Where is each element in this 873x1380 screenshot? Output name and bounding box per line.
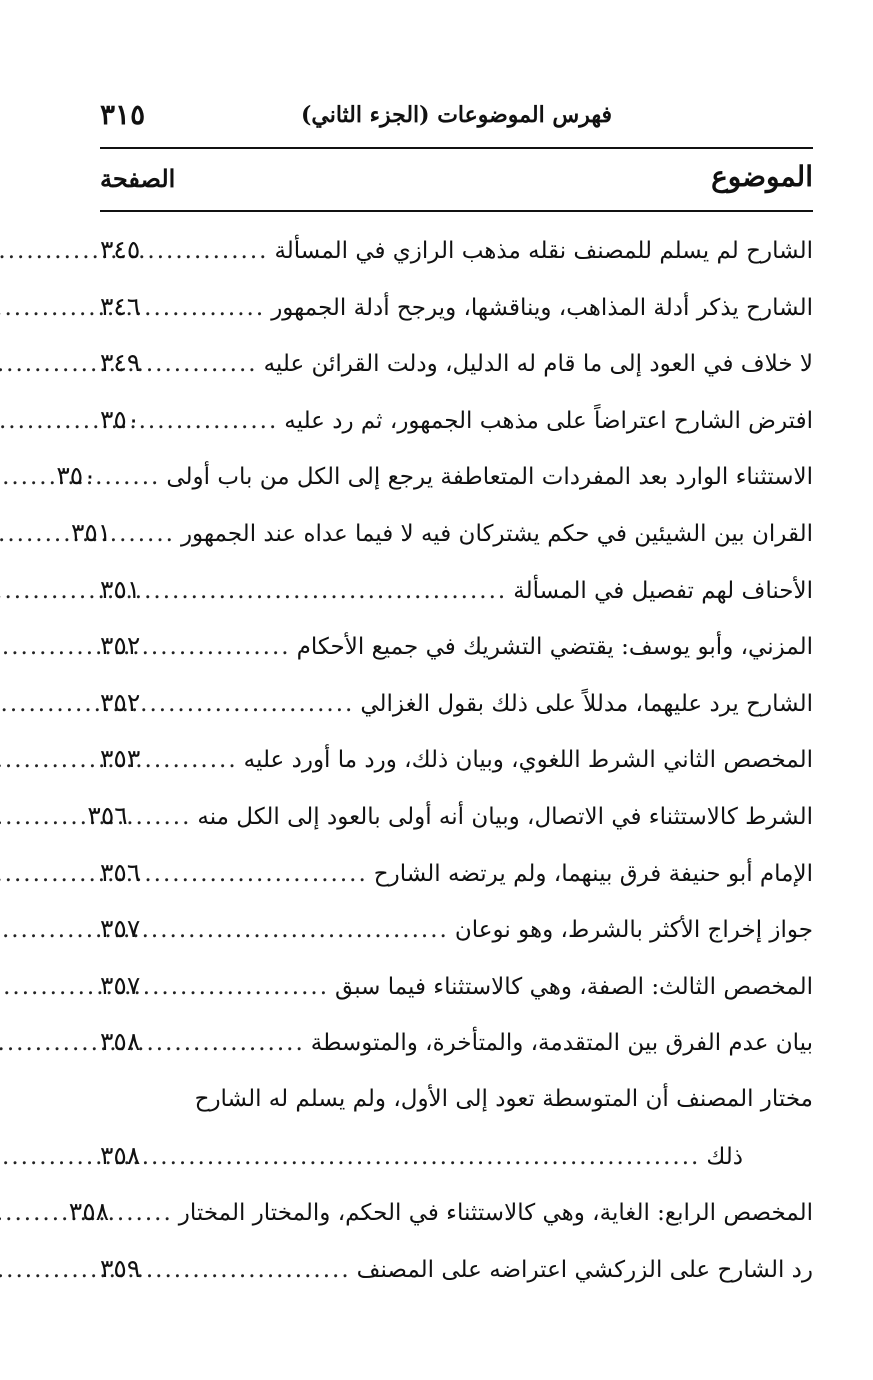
index-entry [100, 958, 813, 1015]
entry-page-number: ٣٥٠ [56, 461, 97, 491]
dot-leader [174, 563, 507, 620]
index-entry-continuation [100, 1128, 813, 1185]
entry-page-number: ٣٥٨ [100, 1140, 141, 1170]
index-entry [100, 901, 813, 958]
entry-topic: المزني، وأبو يوسف: يقتضي التشريك في جميع الأحكام [296, 634, 813, 661]
entry-page-number: ٣٤٦ [100, 291, 141, 321]
entry-topic: المخصص الثالث: الصفة، وهي كالاستثناء فيما سبق [335, 973, 813, 1000]
entry-topic: مختار المصنف أن المتوسطة تعود إلى الأول، ولم يسلم له الشارح [194, 1085, 813, 1112]
entry-topic: الأحناف لهم تفصيل في المسألة [513, 577, 813, 604]
index-entry [100, 279, 813, 336]
entry-topic: الشارح يذكر أدلة المذاهب، ويناقشها، ويرجح أدلة الجمهور [271, 294, 813, 321]
index-entry [70, 505, 813, 562]
index-entries [56, 222, 813, 1297]
entry-page-number: ٣٥٧ [100, 970, 141, 1000]
index-entry [100, 1071, 813, 1128]
column-headings [100, 160, 813, 208]
index-entry [100, 335, 813, 392]
dot-leader [145, 506, 175, 563]
dot-leader [174, 1015, 305, 1072]
dot-leader [174, 1242, 351, 1299]
dot-leader [174, 732, 238, 789]
dot-leader [174, 902, 449, 959]
dot-leader [174, 959, 329, 1016]
entry-topic: الإمام أبو حنيفة فرق بينهما، ولم يرتضه الشارح [373, 860, 813, 887]
entry-page-number: ٣٥٩ [100, 1253, 141, 1283]
index-entry [100, 845, 813, 902]
entry-topic: لا خلاف في العود إلى ما قام له الدليل، ودلت القرائن عليه [263, 351, 813, 378]
entry-page-number: ٣٤٩ [100, 348, 141, 378]
entry-topic: الشرط كالاستثناء في الاتصال، وبيان أنه أولى بالعود إلى الكل منه [197, 803, 813, 830]
entry-page-number: ٣٥١ [70, 517, 112, 547]
dot-leader [174, 280, 265, 337]
entry-page-number: ٣٥١ [100, 574, 141, 604]
entry-page-number: ٣٥٨ [68, 1197, 110, 1227]
header-divider [100, 147, 813, 149]
index-entry [56, 448, 813, 505]
index-entry [100, 392, 813, 449]
running-header [100, 96, 813, 136]
index-entry [100, 731, 813, 788]
dot-leader [174, 223, 268, 280]
entry-page-number: ٣٥٠ [100, 404, 141, 434]
entry-page-number: ٣٥٣ [100, 744, 141, 774]
page-column-heading: الصفحة [100, 164, 176, 193]
index-entry [87, 788, 813, 845]
entry-topic: الشارح يرد عليهما، مدللاً على ذلك بقول الغزالي [360, 690, 813, 717]
dot-leader [174, 393, 278, 450]
index-page [56, 0, 813, 1380]
page-number: ٣١٥ [100, 98, 146, 131]
dot-leader [174, 1129, 700, 1186]
entry-topic: القران بين الشيئين في حكم يشتركان فيه لا فيما عداه عند الجمهور [180, 520, 813, 547]
entry-page-number: ٣٤٥ [100, 235, 141, 264]
entry-topic: بيان عدم الفرق بين المتقدمة، والمتأخرة، والمتوسطة [310, 1030, 813, 1057]
dot-leader [174, 336, 258, 393]
index-entry [100, 1014, 813, 1071]
dot-leader [143, 1185, 173, 1242]
index-entry [100, 562, 813, 619]
index-entry [100, 675, 813, 732]
dot-leader [174, 676, 354, 733]
entry-page-number: ٣٥٦ [87, 800, 128, 830]
dot-leader [130, 449, 160, 506]
entry-topic: المخصص الرابع: الغاية، وهي كالاستثناء في الحكم، والمختار المختار [178, 1200, 813, 1227]
running-title: فهرس الموضوعات (الجزء الثاني) [300, 102, 613, 128]
entry-topic: افترض الشارح اعتراضاً على مذهب الجمهور، ثم رد عليه [284, 407, 813, 434]
dot-leader [161, 789, 191, 846]
index-entry [100, 1241, 813, 1298]
topic-column-heading: الموضوع [711, 160, 813, 193]
entry-topic: ذلك [706, 1143, 743, 1170]
entry-page-number: ٣٥٧ [100, 914, 141, 944]
dot-leader [174, 619, 291, 676]
column-divider [100, 210, 813, 212]
entry-page-number: ٣٥٨ [100, 1027, 141, 1057]
entry-page-number: ٣٥٢ [100, 631, 141, 661]
entry-page-number: ٣٥٢ [100, 687, 141, 717]
entry-topic: المخصص الثاني الشرط اللغوي، وبيان ذلك، ورد ما أورد عليه [243, 747, 813, 774]
index-entry [100, 618, 813, 675]
dot-leader [174, 846, 368, 903]
entry-topic: الشارح لم يسلم للمصنف نقله مذهب الرازي في المسألة [274, 238, 813, 264]
entry-page-number: ٣٥٦ [100, 857, 141, 887]
index-entry [100, 222, 813, 279]
entry-topic: الاستثناء الوارد بعد المفردات المتعاطفة يرجع إلى الكل من باب أولى [166, 464, 813, 491]
entry-topic: رد الشارح على الزركشي اعتراضه على المصنف [356, 1256, 813, 1283]
index-entry [68, 1184, 813, 1241]
entry-topic: جواز إخراج الأكثر بالشرط، وهو نوعان [454, 917, 813, 944]
